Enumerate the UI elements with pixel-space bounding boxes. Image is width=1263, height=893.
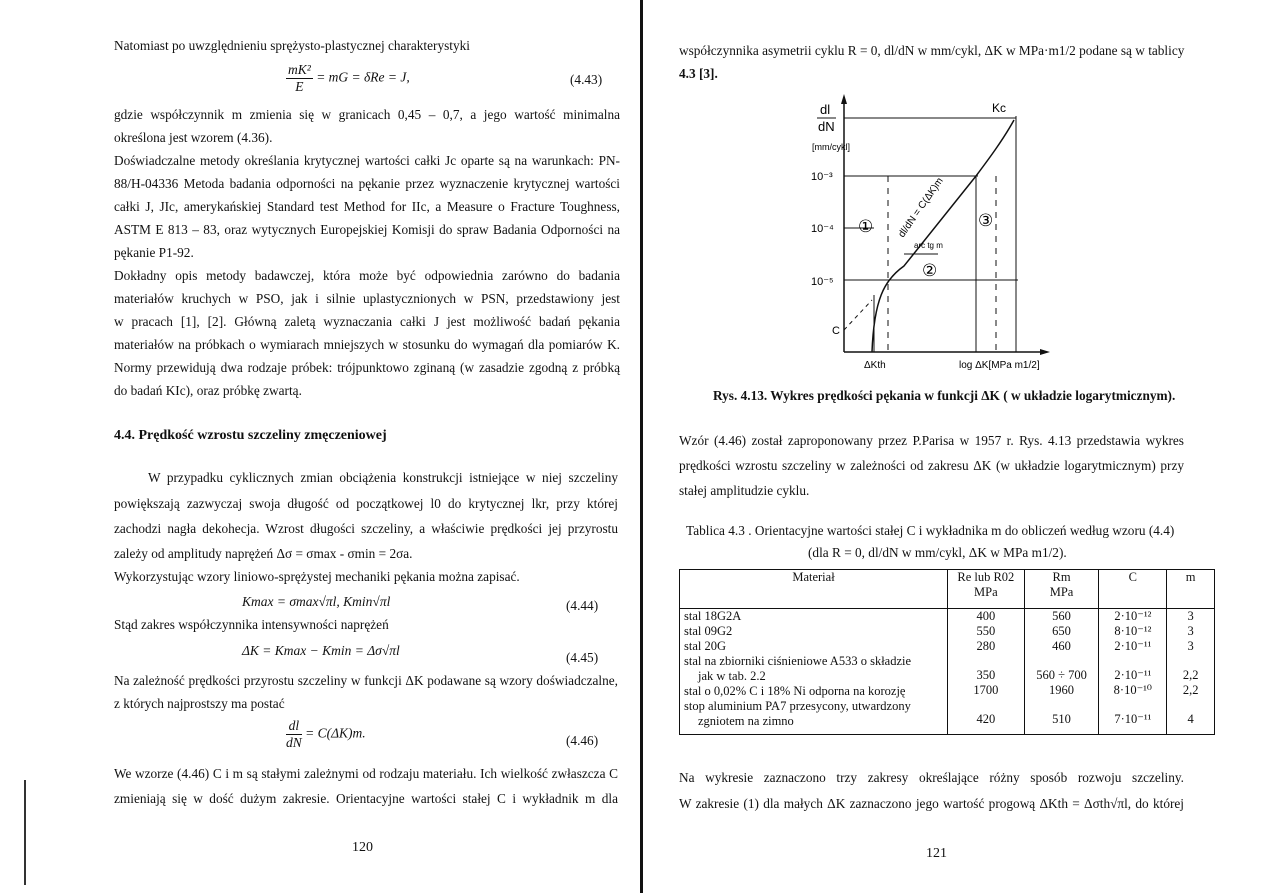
y-tick-label: 10⁻⁴	[811, 223, 834, 235]
text-line: powiększają zazwyczaj swoja długość od początkowej l0 do krytycznej lkr, przy której	[114, 496, 618, 511]
y-tick-label: C	[832, 325, 840, 337]
rm-cell: 560 650 460 560 ÷ 700 1960 510	[1024, 609, 1099, 735]
text-line: w pracach [1], [2]. Główną zaletą wyznaczania całki J jest możliwość badań pękania	[114, 314, 620, 329]
text-line: We wzorze (4.46) C i m są stałymi zależnymi od rodzaju materiału. Ich wielkość zwłaszcza C	[114, 766, 618, 781]
equation-number: (4.44)	[566, 598, 599, 613]
re-cell: 400 550 280 350 1700 420	[948, 609, 1025, 735]
material-cell: stal 18G2A stal 09G2 stal 20G stal na zbiorniki ciśnieniowe A533 o składzie jak w tab. 2.2 stal o 0,02% C i 18% Ni odporna na korozję stop aluminium PA7 przesycony, utwardzony zgniotem na zimno	[680, 609, 948, 735]
text-line: z których najprostszy ma postać	[114, 696, 285, 711]
text-line: całki J, JIc, amerykańskiej Standard test Method for IIc, a Measure o Fracture Toughness,	[114, 199, 620, 214]
equation-number: (4.43)	[570, 72, 603, 87]
region-label-1: ①	[858, 217, 874, 236]
curve-label: dl/dN = C(ΔK)m	[896, 175, 946, 240]
text-line: zmieniają się w dość dużym zakresie. Orientacyjne wartości stałej C i wykładnik m dla	[114, 791, 618, 806]
y-tick-label: 10⁻³	[811, 171, 833, 183]
region-label-3: ③	[978, 211, 994, 230]
figure-caption: Rys. 4.13. Wykres prędkości pękania w funkcji ΔK ( w układzie logarytmicznym).	[713, 388, 1176, 403]
text-line: Natomiast po uwzględnieniu sprężysto-plastycznej charakterystyki	[114, 38, 470, 53]
m-cell: 3 3 3 2,2 2,2 4	[1167, 609, 1215, 735]
table-header: m	[1167, 570, 1215, 609]
crack-growth-figure	[648, 90, 1263, 380]
text-line: Normy przewidują dwa rodzaje próbek: trójpunktowo zginaną (w zasadzie zgodną z próbką	[114, 360, 620, 375]
table-header: C	[1099, 570, 1167, 609]
page-number: 120	[352, 840, 373, 855]
table-row	[680, 609, 1215, 735]
text-line: zależy od amplitudy naprężeń Δσ = σmax - σmin = 2σa.	[114, 546, 413, 561]
table-title: (dla R = 0, dl/dN w mm/cykl, ΔK w MPa m1/2).	[808, 545, 1067, 560]
text-line: stałej amplitudzie cyklu.	[679, 483, 810, 498]
table-header: Re lub R02 MPa	[948, 570, 1025, 609]
kc-label: Kc	[992, 101, 1007, 115]
equation-4-45: ΔK = Kmax − Kmin = Δσ√πl	[242, 643, 400, 658]
x-axis-label: log ΔK[MPa m1/2]	[959, 360, 1040, 371]
text-line: Na wykresie zaznaczono trzy zakresy określające różny sposób rozwoju szczeliny.	[679, 770, 1184, 785]
table-title: Tablica 4.3 . Orientacyjne wartości stałej C i wykładnika m do obliczeń według wzoru (4.4)	[686, 523, 1175, 538]
text-line: Dokładny opis metody badawczej, która może być odpowiednia zarówno do badania	[114, 268, 620, 283]
section-heading: 4.4. Prędkość wzrostu szczeliny zmęczeniowej	[114, 428, 387, 443]
extrapolation-line	[844, 300, 872, 330]
text-line: do badań KIc), oraz próbkę zwartą.	[114, 383, 302, 398]
material-table	[679, 569, 1215, 735]
text-line: materiałów na próbkach o wymiarach mniejszych w stosunku do wymagań dla pomiarów K.	[114, 337, 620, 352]
text-line: zachodzi nagła dekohecja. Wzrost długości szczeliny, a właściwie prędkości jej przyrostu	[114, 521, 618, 536]
y-label-bottom: dN	[818, 119, 835, 134]
crack-growth-curve	[872, 120, 1014, 352]
text-line: pękanie P1-92.	[114, 245, 194, 260]
equation-4-44: Kmax = σmax√πl, Kmin√πl	[242, 594, 391, 609]
page-number: 121	[926, 846, 947, 861]
c-cell: 2·10⁻¹² 8·10⁻¹² 2·10⁻¹¹ 2·10⁻¹¹ 8·10⁻¹⁰ 7·10⁻¹¹	[1099, 609, 1167, 735]
equation-number: (4.46)	[566, 733, 599, 748]
page-divider	[640, 0, 643, 893]
text-line: Wzór (4.46) został zaproponowany przez P.Parisa w 1957 r. Rys. 4.13 przedstawia wykres	[679, 433, 1184, 448]
slope-label: arc tg m	[914, 241, 943, 250]
x-axis-arrow	[1040, 349, 1050, 355]
text-line: 4.3 [3].	[679, 66, 718, 81]
text-line: Wykorzystując wzory liniowo-sprężystej mechaniki pękania można zapisać.	[114, 569, 520, 584]
text-line: prędkości wzrostu szczeliny w zależności od zakresu ΔK (w układzie logarytmicznym) przy	[679, 458, 1184, 473]
text-line: W zakresie (1) dla małych ΔK zaznaczono jego wartość progową ΔKth = Δσth√πl, do której	[679, 796, 1184, 811]
text-line: współczynnika asymetrii cyklu R = 0, dl/dN w mm/cykl, ΔK w MPa·m1/2 podane są w tablicy	[679, 43, 1185, 58]
text-line: określona jest wzorem (4.36).	[114, 130, 273, 145]
text-line: Na zależność prędkości przyrostu szczeliny w funkcji ΔK podawane są wzory doświadczalne,	[114, 673, 618, 688]
equation-4-46: $\frac{dl}{dN}$ = C(ΔK)m.	[286, 718, 366, 750]
text-line: ASTM E 813 – 83, oraz wytycznych Europejskiej Komisji do spraw Badania Odporności na	[114, 222, 620, 237]
text-line: 88/H-04336 Metoda badania odporności na pękanie przez wyznaczenie krytycznej wartości	[114, 176, 620, 191]
text-line: Doświadczalne metody określania krytycznej wartości całki Jc oparte są na warunkach: PN-	[114, 153, 620, 168]
right-page	[648, 0, 1263, 893]
y-label-top: dl	[820, 102, 831, 117]
y-tick-label: 10⁻⁵	[811, 276, 834, 288]
text-line: W przypadku cyklicznych zmian obciążenia konstrukcji istniejące w niej szczeliny	[148, 470, 618, 485]
y-unit: [mm/cykl]	[812, 142, 850, 152]
y-axis-arrow	[841, 94, 847, 104]
region-label-2: ②	[922, 261, 938, 280]
text-line: Stąd zakres współczynnika intensywności naprężeń	[114, 617, 389, 632]
table-header-row	[680, 570, 1215, 609]
text-line: gdzie współczynnik m zmienia się w granicach 0,45 – 0,7, a jego wartość minimalna	[114, 107, 620, 122]
equation-number: (4.45)	[566, 650, 599, 665]
table-header: Rm MPa	[1024, 570, 1099, 609]
x-threshold-label: ΔKth	[864, 360, 886, 371]
text-line: materiałów kruchych w PSO, jak i silnie uplastycznionych w PSN, przedstawiony jest	[114, 291, 620, 306]
equation-4-43: $\frac{\text{mK²}}{E}$ = mG = δRe = J,	[288, 62, 410, 94]
table-header: Materiał	[680, 570, 948, 609]
